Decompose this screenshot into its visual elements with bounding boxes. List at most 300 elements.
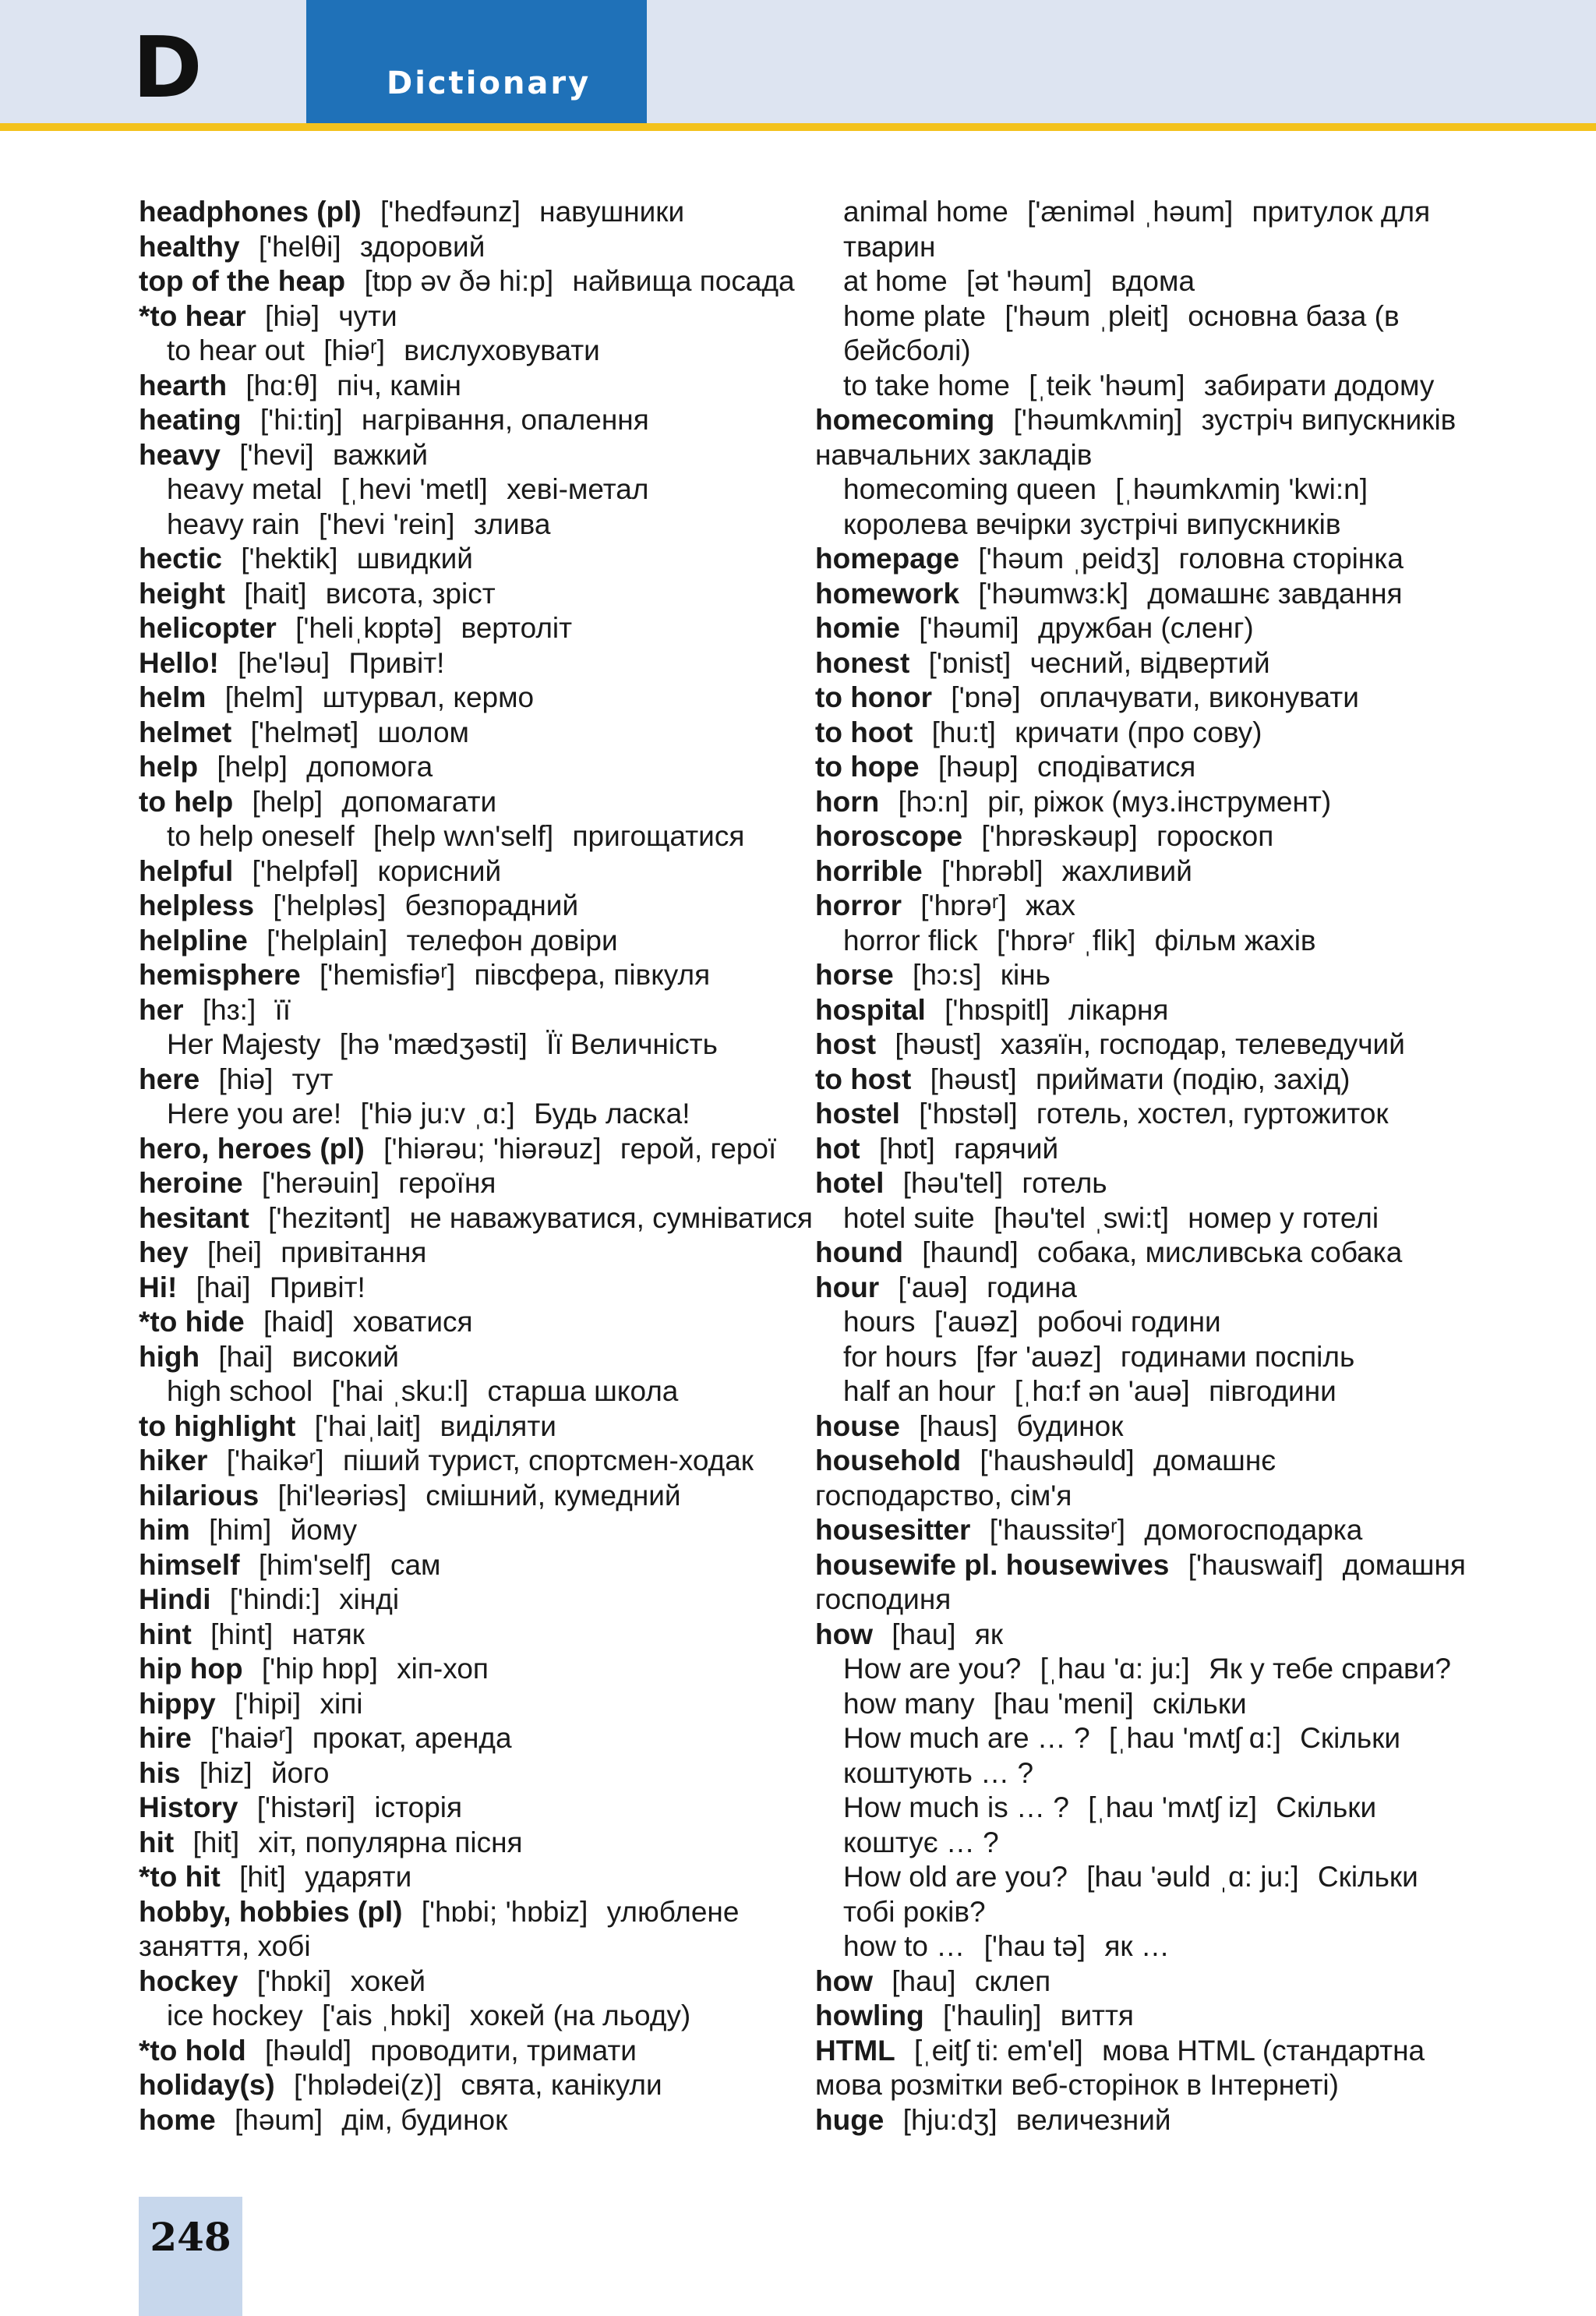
- dictionary-entry: [139, 1895, 774, 1964]
- dictionary-entry: [139, 1201, 813, 1236]
- dictionary-entry: [139, 993, 774, 1028]
- headword: top of the heap: [139, 265, 346, 297]
- translation: ховатися: [352, 1306, 473, 1338]
- translation: старша школа: [487, 1375, 679, 1407]
- translation: свята, канікули: [461, 2069, 662, 2101]
- headword: hit: [139, 1826, 175, 1858]
- translation: допомога: [306, 751, 433, 783]
- transcription: [hau 'əuld ˌɑ: ju:]: [1086, 1861, 1299, 1893]
- headword: helpful: [139, 854, 234, 887]
- headword: hint: [139, 1618, 192, 1650]
- translation: кричати (про сову): [1015, 716, 1262, 748]
- dictionary-subentry: [815, 924, 1470, 959]
- dictionary-entry: [815, 646, 1470, 681]
- headword: hour: [815, 1271, 880, 1303]
- headword: hilarious: [139, 1479, 260, 1512]
- headword: housewife pl. housewives: [815, 1548, 1170, 1581]
- dictionary-entry: [815, 854, 1470, 889]
- headword: Hello!: [139, 646, 219, 679]
- translation: прокат, аренда: [312, 1722, 512, 1754]
- transcription: ['hɒrəskəup]: [981, 820, 1138, 852]
- headword: headphones (pl): [139, 196, 362, 228]
- headword: home: [139, 2103, 216, 2136]
- headword: homepage: [815, 543, 960, 575]
- translation: гарячий: [954, 1132, 1059, 1165]
- translation: нагрівання, опалення: [361, 404, 649, 436]
- transcription: [həu'tel ˌswi:t]: [993, 1201, 1169, 1234]
- dictionary-entry: [139, 924, 774, 959]
- headword: horn: [815, 785, 880, 818]
- transcription: ['ɒnist]: [928, 646, 1012, 679]
- headword: hemisphere: [139, 959, 301, 991]
- headword: heavy rain: [167, 507, 300, 540]
- headword: high school: [167, 1375, 313, 1407]
- dictionary-entry: [139, 716, 774, 751]
- headword: hockey: [139, 1964, 238, 1997]
- translation: готель, хостел, гуртожиток: [1036, 1098, 1389, 1130]
- headword: ice hockey: [167, 2000, 303, 2031]
- headword: Her Majesty: [167, 1028, 321, 1060]
- transcription: [ˌeitʃ ti: em'el]: [914, 2034, 1083, 2067]
- header-band: [0, 0, 1596, 123]
- dictionary-subentry: [815, 1687, 1470, 1722]
- dictionary-entry: [139, 1652, 774, 1687]
- translation: Скільки тобі років?: [843, 1861, 1418, 1928]
- transcription: [həust]: [895, 1028, 982, 1060]
- transcription: ['haiˌlait]: [314, 1409, 422, 1442]
- transcription: ['hauswaif]: [1188, 1548, 1324, 1581]
- translation: тут: [291, 1063, 334, 1095]
- translation: здоровий: [359, 230, 486, 263]
- header-rule: [0, 123, 1596, 131]
- dictionary-entry: [815, 993, 1470, 1028]
- headword: helpless: [139, 889, 255, 921]
- transcription: ['hevi 'rein]: [319, 507, 455, 540]
- transcription: ['hɒki]: [256, 1964, 332, 1997]
- transcription: [hau]: [892, 1618, 956, 1650]
- transcription: [hai]: [196, 1271, 251, 1303]
- dictionary-entry: [815, 1097, 1470, 1132]
- dictionary-entry: [139, 854, 774, 889]
- headword: hobby, hobbies (pl): [139, 1895, 403, 1928]
- transcription: [həust]: [930, 1063, 1017, 1095]
- headword: host: [815, 1028, 877, 1060]
- transcription: [ˌhau 'mʌtʃ iz]: [1088, 1791, 1257, 1823]
- headword: holiday(s): [139, 2069, 275, 2101]
- headword: for hours: [843, 1340, 958, 1373]
- dictionary-subentry: [139, 1027, 774, 1063]
- translation: смішний, кумедний: [425, 1479, 681, 1512]
- transcription: [hiz]: [199, 1756, 252, 1789]
- transcription: [həuld]: [264, 2034, 352, 2067]
- dictionary-entry: [139, 1409, 774, 1444]
- transcription: ['hipi]: [234, 1687, 302, 1720]
- transcription: [him]: [209, 1514, 272, 1546]
- headword: hectic: [139, 543, 222, 575]
- translation: вертоліт: [461, 612, 573, 644]
- dictionary-entry: [815, 716, 1470, 751]
- translation: важкий: [332, 438, 429, 471]
- transcription: [ˌhevi 'metl]: [341, 473, 488, 505]
- headword: him: [139, 1514, 190, 1546]
- dictionary-subentry: [139, 819, 774, 854]
- dictionary-entry: [139, 1271, 774, 1306]
- transcription: ['hezitənt]: [268, 1201, 391, 1234]
- headword: her: [139, 993, 184, 1026]
- headword: hound: [815, 1236, 904, 1268]
- transcription: ['həumkʌmiŋ]: [1013, 404, 1183, 436]
- page-number: 248: [150, 2214, 231, 2260]
- dictionary-entry: [815, 1618, 1470, 1653]
- headword: helicopter: [139, 612, 277, 644]
- dictionary-entry: [815, 1444, 1470, 1513]
- translation: хінді: [339, 1583, 400, 1615]
- transcription: ['hɒlədei(z)]: [294, 2069, 443, 2101]
- translation: висота, зріст: [325, 577, 496, 610]
- translation: улюблене заняття, хобі: [139, 1895, 740, 1962]
- translation: виття: [1060, 2000, 1134, 2031]
- translation: гороскоп: [1156, 820, 1274, 852]
- transcription: ['æniməl ˌhəum]: [1027, 196, 1234, 228]
- dictionary-entry: [139, 1305, 774, 1340]
- headword: hero, heroes (pl): [139, 1132, 365, 1165]
- translation: сам: [390, 1548, 441, 1581]
- dictionary-entry: [815, 1964, 1470, 2000]
- transcription: ['hɒstəl]: [919, 1098, 1018, 1130]
- transcription: [hɜ:]: [202, 993, 256, 1026]
- dictionary-entry: [139, 1582, 774, 1618]
- dictionary-entry: [139, 1236, 774, 1271]
- transcription: [hit]: [192, 1826, 240, 1858]
- translation: злива: [473, 507, 551, 540]
- transcription: [help wʌn'self]: [373, 820, 554, 852]
- headword: to help: [139, 785, 234, 818]
- transcription: [fər 'auəz]: [976, 1340, 1102, 1373]
- translation: сподіватися: [1037, 751, 1196, 783]
- transcription: ['helplain]: [267, 924, 388, 956]
- translation: хокей: [350, 1964, 426, 1997]
- transcription: ['hemisfiəʳ]: [319, 959, 456, 991]
- translation: чути: [338, 299, 397, 332]
- headword: hearth: [139, 369, 228, 401]
- transcription: ['hektik]: [241, 543, 338, 575]
- headword: *to hold: [139, 2034, 246, 2067]
- dictionary-entry: [139, 1513, 774, 1548]
- transcription: [ˌhəumkʌmiŋ 'kwi:n]: [1115, 473, 1368, 505]
- dictionary-subentry: [815, 195, 1470, 264]
- dictionary-entry: [815, 1999, 1470, 2034]
- translation: героїня: [398, 1167, 496, 1199]
- dictionary-entry: [815, 1236, 1470, 1271]
- transcription: [help]: [217, 751, 288, 783]
- translation: Як у тебе справи?: [1209, 1653, 1451, 1685]
- headword: height: [139, 577, 225, 610]
- translation: лікарня: [1068, 993, 1169, 1026]
- translation: корисний: [377, 854, 502, 887]
- translation: пригощатися: [572, 820, 745, 852]
- dictionary-entry: [139, 958, 774, 993]
- translation: піший турист, спортсмен-ходак: [342, 1444, 754, 1476]
- headword: healthy: [139, 230, 240, 263]
- translation: оплачувати, виконувати: [1039, 681, 1359, 713]
- headword: to host: [815, 1063, 912, 1095]
- translation: фільм жахів: [1154, 924, 1316, 956]
- transcription: [hɔ:s]: [913, 959, 982, 991]
- transcription: ['haiəʳ]: [210, 1722, 294, 1754]
- dictionary-entry: [139, 577, 774, 612]
- transcription: [hɑ:θ]: [245, 369, 318, 401]
- transcription: ['haikəʳ]: [226, 1444, 324, 1476]
- dictionary-entry: [139, 2034, 774, 2069]
- headword: horse: [815, 959, 894, 991]
- headword: how: [815, 1964, 873, 1997]
- page-number-box: [139, 2197, 242, 2316]
- headword: Hindi: [139, 1583, 211, 1615]
- transcription: ['haushəuld]: [980, 1444, 1135, 1476]
- headword: *to hide: [139, 1306, 245, 1338]
- translation: домашнє завдання: [1147, 577, 1403, 610]
- translation: хіт, популярна пісня: [258, 1826, 523, 1858]
- dictionary-entry: [815, 681, 1470, 716]
- dictionary-subentry: [815, 369, 1470, 404]
- translation: швидкий: [356, 543, 473, 575]
- headword: to help oneself: [167, 820, 355, 852]
- dictionary-entry: [815, 819, 1470, 854]
- dictionary-subentry: [139, 334, 774, 369]
- transcription: ['auə]: [898, 1271, 968, 1303]
- translation: герой, герої: [620, 1132, 777, 1165]
- translation: зустріч випускників навчальних закладів: [815, 404, 1457, 471]
- headword: *to hit: [139, 1861, 221, 1893]
- transcription: [ˌhau 'ɑ: ju:]: [1040, 1653, 1190, 1685]
- transcription: [hiəʳ]: [323, 334, 385, 366]
- dictionary-subentry: [139, 1374, 774, 1409]
- transcription: [həum]: [234, 2103, 323, 2136]
- translation: Її Величність: [546, 1028, 718, 1060]
- headword: housesitter: [815, 1514, 971, 1546]
- headword: heavy metal: [167, 473, 323, 505]
- dictionary-entry: [139, 1479, 774, 1514]
- transcription: ['hɒrəbl]: [941, 854, 1043, 887]
- headword: house: [815, 1409, 900, 1442]
- translation: жах: [1026, 889, 1075, 921]
- headword: hotel suite: [843, 1201, 975, 1234]
- headword: to highlight: [139, 1409, 296, 1442]
- dictionary-entry: [139, 369, 774, 404]
- headword: honest: [815, 646, 910, 679]
- transcription: [him'self]: [258, 1548, 372, 1581]
- headword: hip hop: [139, 1653, 243, 1685]
- dictionary-subentry: [815, 1305, 1470, 1340]
- dictionary-entry: [139, 611, 774, 646]
- translation: мова HTML (стандартна мова розмітки веб-сторінок в Інтернеті): [815, 2034, 1425, 2101]
- translation: собака, мисливська собака: [1037, 1236, 1403, 1268]
- dictionary-entry: [815, 1132, 1470, 1167]
- transcription: ['hɒbi; 'hɒbiz]: [421, 1895, 588, 1928]
- translation: штурвал, кермо: [322, 681, 535, 713]
- headword: hot: [815, 1132, 860, 1165]
- dictionary-subentry: [815, 1791, 1470, 1860]
- headword: How much is … ?: [843, 1791, 1069, 1823]
- headword: History: [139, 1791, 238, 1823]
- headword: How old are you?: [843, 1861, 1068, 1893]
- translation: годинами поспіль: [1120, 1340, 1355, 1373]
- translation: приймати (подію, захід): [1035, 1063, 1351, 1095]
- headword: how many: [843, 1687, 975, 1720]
- dictionary-entry: [139, 681, 774, 716]
- transcription: ['hauliŋ]: [943, 2000, 1042, 2031]
- dictionary-entry: [139, 1548, 774, 1583]
- dictionary-subentry: [815, 264, 1470, 299]
- transcription: [hint]: [210, 1618, 274, 1650]
- translation: хазяїн, господар, телеведучий: [1000, 1028, 1405, 1060]
- transcription: [hau]: [892, 1964, 956, 1997]
- headword: to hoot: [815, 716, 913, 748]
- dictionary-subentry: [815, 472, 1470, 542]
- translation: склеп: [974, 1964, 1051, 1997]
- translation: дім, будинок: [341, 2103, 508, 2136]
- translation: його: [270, 1756, 330, 1789]
- dictionary-entry: [815, 2103, 1470, 2138]
- headword: How are you?: [843, 1653, 1022, 1685]
- translation: хеві-метал: [507, 473, 649, 505]
- headword: how: [815, 1618, 873, 1650]
- translation: жахливий: [1061, 854, 1192, 887]
- transcription: [help]: [252, 785, 323, 818]
- translation: як: [974, 1618, 1004, 1650]
- dictionary-entry: [815, 611, 1470, 646]
- headword: horoscope: [815, 820, 963, 852]
- translation: основна база (в бейсболі): [843, 299, 1400, 366]
- transcription: ['histəri]: [256, 1791, 356, 1823]
- headword: hostel: [815, 1098, 900, 1130]
- section-title: Dictionary: [387, 65, 591, 101]
- headword: how to …: [843, 1930, 966, 1962]
- transcription: ['hip hɒp]: [261, 1653, 378, 1685]
- transcription: [hɔ:n]: [898, 785, 969, 818]
- transcription: ['hindi:]: [229, 1583, 320, 1615]
- dictionary-entry: [139, 1860, 774, 1895]
- dictionary-entry: [139, 1687, 774, 1722]
- transcription: [hau 'meni]: [993, 1687, 1134, 1720]
- dictionary-entry: [815, 542, 1470, 577]
- headword: household: [815, 1444, 962, 1476]
- transcription: [ˌteik 'həum]: [1029, 369, 1185, 401]
- translation: йому: [290, 1514, 358, 1546]
- transcription: ['hau tə]: [983, 1930, 1086, 1962]
- headword: *to hear: [139, 299, 246, 332]
- translation: готель: [1022, 1167, 1107, 1199]
- headword: homecoming: [815, 404, 995, 436]
- transcription: ['helmət]: [250, 716, 359, 748]
- translation: робочі години: [1036, 1306, 1221, 1338]
- transcription: [hei]: [207, 1236, 262, 1268]
- headword: to hear out: [167, 334, 305, 366]
- headword: high: [139, 1340, 200, 1373]
- dictionary-subentry: [139, 1097, 774, 1132]
- dictionary-entry: [815, 1548, 1470, 1618]
- transcription: [haund]: [922, 1236, 1019, 1268]
- translation: півсфера, півкуля: [474, 959, 711, 991]
- translation: виділяти: [440, 1409, 556, 1442]
- transcription: ['hai ˌsku:l]: [331, 1375, 469, 1407]
- dictionary-entry: [139, 1063, 774, 1098]
- translation: хіп-хоп: [397, 1653, 489, 1685]
- transcription: [hait]: [244, 577, 307, 610]
- dictionary-entry: [139, 438, 774, 473]
- headword: help: [139, 751, 199, 783]
- dictionary-entry: [815, 889, 1470, 924]
- transcription: [helm]: [224, 681, 304, 713]
- translation: привітання: [281, 1236, 427, 1268]
- headword: his: [139, 1756, 181, 1789]
- section-tab: [306, 0, 647, 123]
- headword: homecoming queen: [843, 473, 1096, 505]
- transcription: ['hɒrəʳ]: [920, 889, 1007, 921]
- translation: навушники: [539, 196, 685, 228]
- translation: королева вечірки зустрічі випускників: [843, 507, 1341, 540]
- dictionary-entry: [139, 195, 774, 230]
- transcription: ['ɒnə]: [951, 681, 1021, 713]
- dictionary-entry: [139, 1618, 774, 1653]
- headword: heroine: [139, 1167, 243, 1199]
- translation: безпорадний: [404, 889, 579, 921]
- dictionary-entry: [139, 1444, 774, 1479]
- headword: horror flick: [843, 924, 978, 956]
- headword: hey: [139, 1236, 189, 1268]
- headword: Here you are!: [167, 1098, 342, 1130]
- translation: домогосподарка: [1144, 1514, 1363, 1546]
- dictionary-entry: [139, 264, 795, 299]
- transcription: ['hi:tiŋ]: [260, 404, 343, 436]
- headword: hospital: [815, 993, 926, 1026]
- transcription: [hu:t]: [931, 716, 996, 748]
- dictionary-entry: [139, 1826, 774, 1861]
- headword: huge: [815, 2103, 885, 2136]
- translation: Скільки коштують … ?: [843, 1722, 1401, 1789]
- transcription: ['hiərəu; 'hiərəuz]: [383, 1132, 602, 1165]
- dictionary-entry: [815, 1271, 1470, 1306]
- translation: ріг, ріжок (муз.інструмент): [987, 785, 1332, 818]
- translation: Привіт!: [269, 1271, 365, 1303]
- translation: Привіт!: [348, 646, 445, 679]
- headword: helmet: [139, 716, 232, 748]
- transcription: ['hedfəunz]: [380, 196, 521, 228]
- translation: Будь ласка!: [534, 1098, 690, 1130]
- transcription: [hju:dʒ]: [902, 2103, 998, 2136]
- headword: hire: [139, 1722, 192, 1754]
- transcription: ['haussitəʳ]: [989, 1514, 1126, 1546]
- headword: hesitant: [139, 1201, 249, 1234]
- transcription: [haus]: [919, 1409, 998, 1442]
- dictionary-entry: [139, 1340, 774, 1375]
- transcription: ['herəuin]: [261, 1167, 380, 1199]
- dictionary-entry: [139, 1166, 774, 1201]
- dictionary-entry: [139, 785, 774, 820]
- translation: її: [274, 993, 291, 1026]
- translation: піч, камін: [337, 369, 461, 401]
- transcription: ['həum ˌpeidʒ]: [978, 543, 1160, 575]
- transcription: ['hɒspitl]: [945, 993, 1050, 1026]
- dictionary-entry: [139, 542, 774, 577]
- headword: to honor: [815, 681, 933, 713]
- headword: to take home: [843, 369, 1010, 401]
- translation: будинок: [1016, 1409, 1124, 1442]
- translation: притулок для тварин: [843, 196, 1431, 263]
- dictionary-entry: [815, 403, 1470, 472]
- headword: horror: [815, 889, 902, 921]
- dictionary-column-left: [139, 195, 813, 2137]
